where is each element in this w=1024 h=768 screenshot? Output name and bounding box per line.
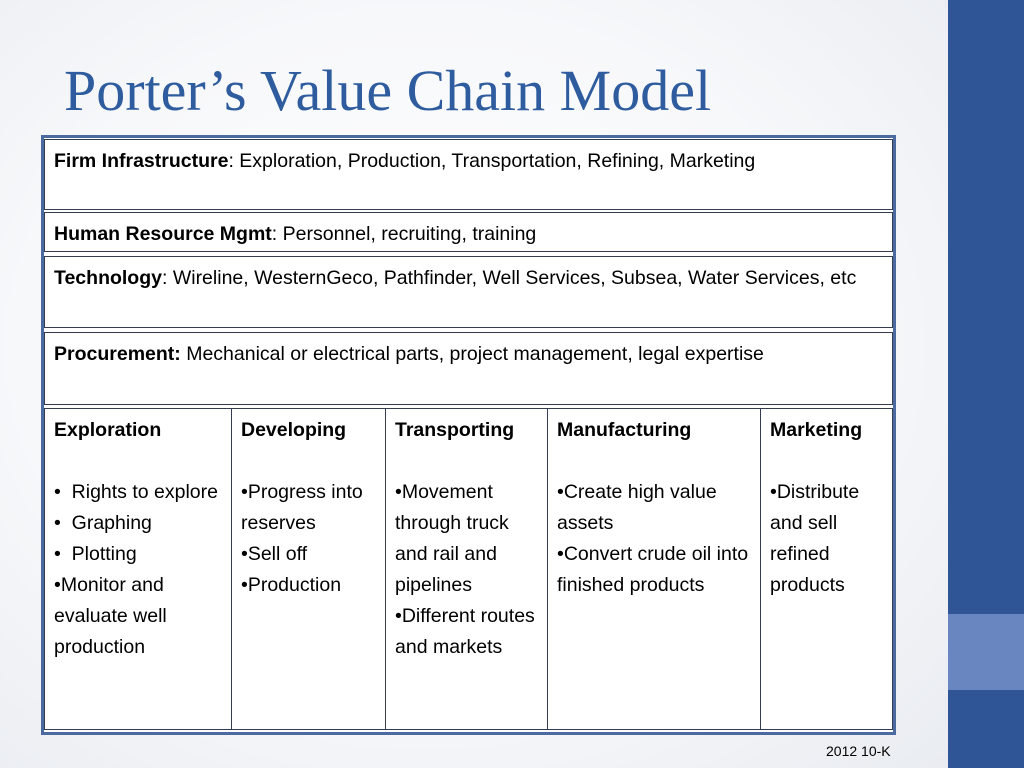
list-item: • Graphing [54,512,152,534]
row-label: Firm Infrastructure [54,150,229,172]
slide-title: Porter’s Value Chain Model [64,58,712,123]
list-item: • Rights to explore [54,481,218,503]
list-item: •Movement through truck and rail and pipelines [395,481,509,596]
list-item: •Different routes and markets [395,605,535,658]
primary-activities-table [44,408,893,730]
list-item: • Plotting [54,543,137,565]
row-label: Technology [54,267,162,289]
list-item: •Create high value assets [557,481,717,534]
list-item: •Progress into reserves [241,481,363,534]
list-item: •Sell off [241,543,308,565]
row-label: Procurement: [54,343,181,365]
column-heading: Transporting [395,419,515,441]
primary-column-developing [231,409,385,729]
row-label: Human Resource Mgmt [54,223,272,245]
row-separator: : [228,150,240,172]
list-item: •Distribute and sell refined products [770,481,860,596]
list-item: •Convert crude oil into finished products [557,543,749,596]
primary-column-marketing [760,409,892,729]
primary-column-manufacturing [547,409,760,729]
list-item: •Monitor and evaluate well production [54,574,167,658]
primary-column-transporting [385,409,547,729]
primary-column-exploration [45,409,231,729]
row-separator: : [161,267,173,289]
support-row-firm-infrastructure [44,139,893,210]
row-separator: : [271,223,283,245]
support-row-technology [44,256,893,328]
list-item: •Production [241,574,342,596]
side-accent-block [948,614,1024,690]
support-row-procurement [44,332,893,405]
row-text: Exploration, Production, Transportation, Refining, Marketing [239,150,756,172]
row-text: Wireline, WesternGeco, Pathfinder, Well Services, Subsea, Water Services, etc [172,267,857,289]
support-row-human-resource [44,212,893,252]
row-text: Personnel, recruiting, training [282,223,537,245]
column-heading: Marketing [770,419,863,441]
column-heading: Developing [241,419,347,441]
column-heading: Manufacturing [557,419,692,441]
slide-footer: 2012 10-K [826,743,891,759]
row-text: Mechanical or electrical parts, project management, legal expertise [186,343,764,365]
column-heading: Exploration [54,419,162,441]
